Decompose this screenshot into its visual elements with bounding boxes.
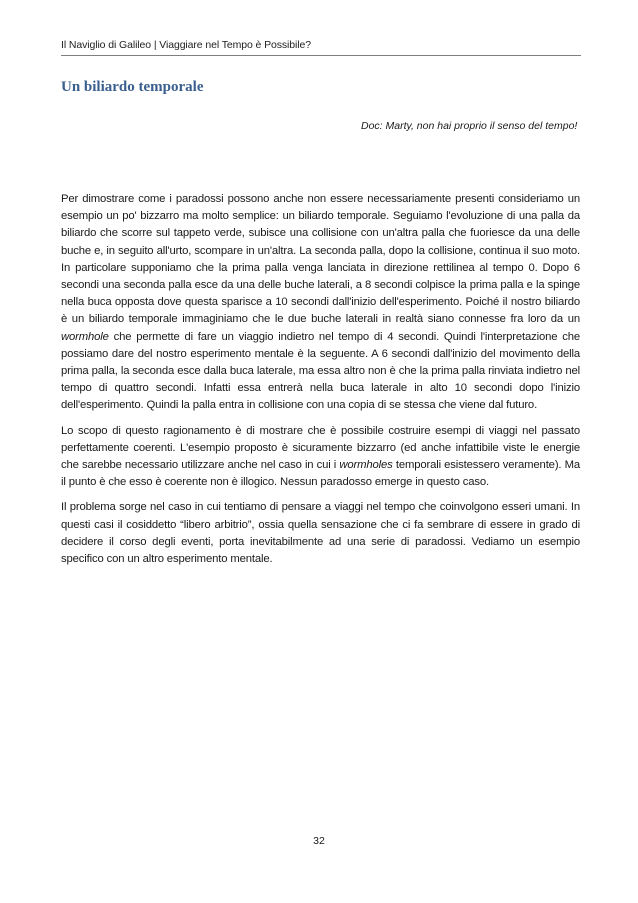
paragraph-2-text-a: Lo scopo di questo ragionamento è di mostrare che è possibile costruire esempi di viaggi nel passato perfettamente coerenti. L'esempio proposto è sicuramente bizzarro (ed anche infattibile viste le energie che sarebbe necessario utilizzare anche nel caso in cui i [61, 424, 580, 472]
paragraph-3 [61, 499, 580, 568]
paragraph-1 [61, 191, 580, 415]
running-header [61, 38, 581, 56]
running-header-title: Il Naviglio di Galileo | Viaggiare nel Tempo è Possibile? [61, 39, 311, 51]
paragraph-1-term-wormhole: wormhole [61, 330, 109, 343]
paragraph-2-text-b: temporali esistessero veramente). Ma il punto è che esso è coerente non è illogico. Nessun paradosso emerge in questo caso. [61, 459, 580, 489]
epigraph-quote: Doc: Marty, non hai proprio il senso del tempo! [361, 120, 578, 132]
paragraph-1-text-a: Per dimostrare come i paradossi possono anche non essere necessariamente presenti consideriamo un esempio un po' bizzarro ma molto semplice: un biliardo temporale. Seguiamo l'evoluzione di una palla da biliardo che scorre sul tappeto verde, subisce una collisione con un'altra palla che fuoriesce da una delle buche e, in seguito all'urto, scompare in un'altra. La seconda palla, dopo la collisione, continua il suo moto. In particolare supponiamo che la prima palla venga lanciata in direzione rettilinea al tempo 0. Dopo 6 secondi una seconda palla esce da una delle buche laterali, a 8 secondi colpisce la prima palla e la spinge nella buca opposta dove questa sparisce a 10 secondi dall'inizio dell'esperimento. Poiché il nostro biliardo è un biliardo temporale immaginiamo che le due buche laterali in realtà siano connesse fra loro da un [61, 193, 580, 326]
paragraph-2 [61, 423, 580, 492]
page-number: 32 [313, 835, 325, 847]
paragraph-1-text-b: che permette di fare un viaggio indietro nel tempo di 4 secondi. Quindi l'interpretazione che possiamo dare del nostro esperimento mentale è la seguente. A 6 secondi dall'inizio del movimento della prima palla, la seconda esce dalla buca laterale, ma essa altro non è che la prima palla rinviata indietro nel tempo di quattro secondi. Infatti essa entrerà nella buca laterale in alto 10 secondi dopo l'inizio dell'esperimento. Quindi la palla entra in collisione con una copia di se stessa che viene dal futuro. [61, 330, 580, 412]
paragraph-3-text: Il problema sorge nel caso in cui tentiamo di pensare a viaggi nel tempo che coinvolgono esseri umani. In questi casi il cosiddetto “libero arbitrio”, ossia quella sensazione che ci fa sembrare di essere in grado di decidere il corso degli eventi, porta inevitabilmente ad una serie di paradossi. Vediamo un esempio specifico con un altro esperimento mentale. [61, 501, 580, 566]
paragraph-2-term-wormholes: wormholes [339, 459, 393, 472]
body-text [61, 191, 580, 576]
section-title: Un biliardo temporale [61, 79, 204, 95]
